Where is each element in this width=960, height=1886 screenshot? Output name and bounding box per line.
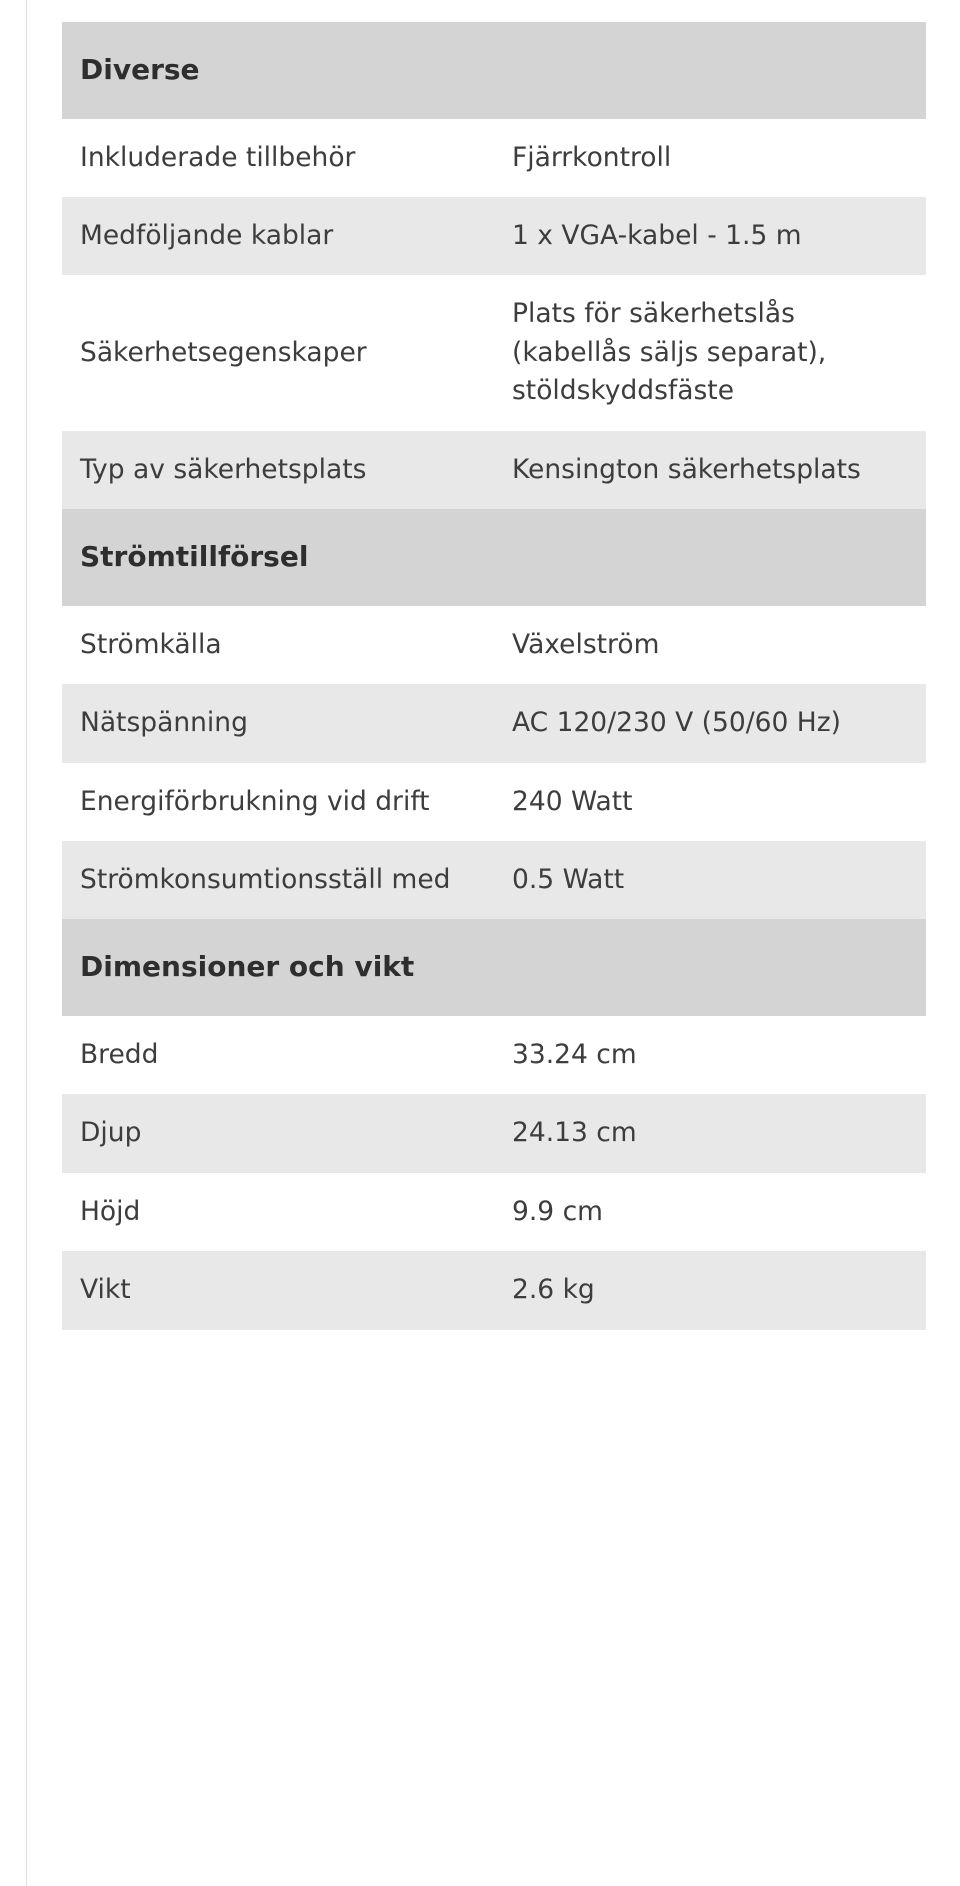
spec-value: 1 x VGA-kabel - 1.5 m [494, 197, 926, 275]
spec-value: 33.24 cm [494, 1016, 926, 1094]
spec-label: Bredd [62, 1016, 494, 1094]
spec-label: Höjd [62, 1173, 494, 1251]
section-header-row [62, 22, 926, 119]
section-title: Diverse [62, 22, 926, 119]
table-row [62, 1016, 926, 1094]
spec-value: 24.13 cm [494, 1094, 926, 1172]
spec-value: Växelström [494, 606, 926, 684]
spec-label: Medföljande kablar [62, 197, 494, 275]
left-vertical-rule [26, 0, 27, 1886]
table-row [62, 197, 926, 275]
table-row [62, 684, 926, 762]
spec-value: 2.6 kg [494, 1251, 926, 1329]
table-row [62, 1173, 926, 1251]
table-row [62, 1094, 926, 1172]
spec-value: Kensington säkerhetsplats [494, 431, 926, 509]
table-row [62, 841, 926, 919]
table-row [62, 763, 926, 841]
spec-value: 240 Watt [494, 763, 926, 841]
spec-label: Nätspänning [62, 684, 494, 762]
spec-value: Fjärrkontroll [494, 119, 926, 197]
spec-value: Plats för säkerhetslås (kabellås säljs separat), stöldskyddsfäste [494, 275, 926, 430]
section-header-row [62, 509, 926, 606]
spec-label: Strömkonsumtionsställ med [62, 841, 494, 919]
section-title: Dimensioner och vikt [62, 919, 926, 1016]
spec-label: Typ av säkerhetsplats [62, 431, 494, 509]
specifications-table [62, 22, 926, 1330]
spec-value: AC 120/230 V (50/60 Hz) [494, 684, 926, 762]
section-title: Strömtillförsel [62, 509, 926, 606]
table-row [62, 606, 926, 684]
spec-label: Inkluderade tillbehör [62, 119, 494, 197]
spec-value: 0.5 Watt [494, 841, 926, 919]
table-row [62, 431, 926, 509]
spec-label: Säkerhetsegenskaper [62, 275, 494, 430]
table-row [62, 275, 926, 430]
specifications-table-body [62, 22, 926, 1330]
spec-label: Vikt [62, 1251, 494, 1329]
spec-value: 9.9 cm [494, 1173, 926, 1251]
table-row [62, 119, 926, 197]
section-header-row [62, 919, 926, 1016]
spec-label: Djup [62, 1094, 494, 1172]
spec-label: Strömkälla [62, 606, 494, 684]
spec-label: Energiförbrukning vid drift [62, 763, 494, 841]
table-row [62, 1251, 926, 1329]
